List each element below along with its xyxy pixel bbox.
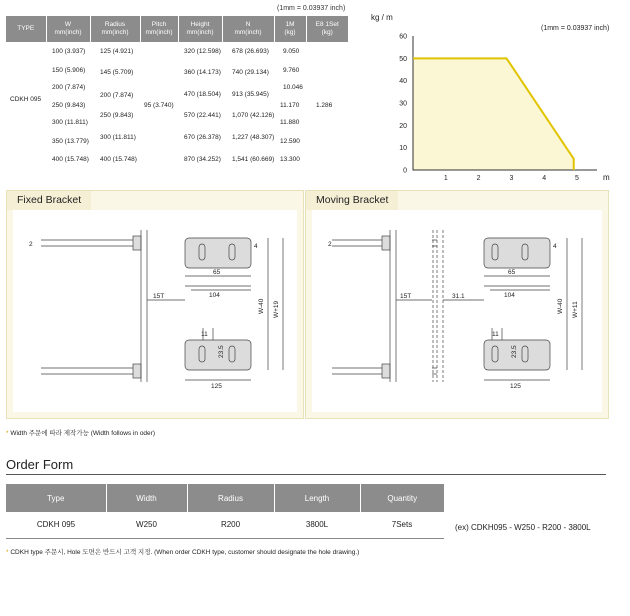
order-header-quantity: Quantity bbox=[360, 484, 444, 512]
spec-unit-note: (1mm = 0.03937 inch) bbox=[277, 5, 346, 12]
kg-cell: 10.046 bbox=[283, 84, 303, 91]
header-height: Height mm(inch) bbox=[178, 16, 222, 42]
order-header-length: Length bbox=[274, 484, 360, 512]
radius-cell: 145 (5.709) bbox=[100, 69, 134, 76]
width-cell: 400 (15.748) bbox=[52, 156, 89, 163]
chart-y-tick: 60 bbox=[399, 33, 407, 41]
order-header-width: Width bbox=[106, 484, 187, 512]
width-cell: 350 (13.779) bbox=[52, 138, 89, 145]
kg-cell: 11.170 bbox=[280, 102, 300, 109]
moving-bracket-drawing-area bbox=[312, 210, 602, 412]
header-n: N mm(inch) bbox=[222, 16, 274, 42]
dim-23-5: 23.5 bbox=[218, 345, 225, 358]
height-cell: 470 (18.504) bbox=[184, 91, 221, 98]
order-header-type: Type bbox=[6, 484, 106, 512]
width-cell: 300 (11.811) bbox=[52, 119, 88, 126]
dim-104: 104 bbox=[504, 292, 515, 299]
height-cell: 320 (12.598) bbox=[184, 48, 221, 55]
width-cell: 100 (3.937) bbox=[52, 48, 86, 55]
moving-bracket-title: Moving Bracket bbox=[306, 191, 398, 210]
fixed-bracket-panel bbox=[6, 190, 304, 419]
order-example: (ex) CDKH095 - W250 - R200 - 3800L bbox=[455, 523, 591, 532]
spec-table bbox=[6, 16, 348, 42]
e8-cell: 1.286 bbox=[316, 102, 333, 109]
radius-cell: 250 (9.843) bbox=[100, 112, 134, 119]
weight-chart bbox=[365, 8, 627, 188]
moving-bracket-drawing bbox=[312, 210, 604, 414]
chart-x-tick: 3 bbox=[509, 175, 514, 182]
dim-w-19: W+19 bbox=[273, 300, 280, 318]
n-cell: 740 (29.134) bbox=[232, 69, 269, 76]
dim-2: 2 bbox=[29, 241, 33, 248]
moving-bracket-panel bbox=[305, 190, 609, 419]
chart-area bbox=[413, 58, 574, 170]
order-radius-cell: R200 bbox=[187, 512, 274, 538]
chart-y-tick: 20 bbox=[399, 122, 407, 130]
width-cell: 150 (5.906) bbox=[52, 67, 86, 74]
order-row bbox=[6, 512, 444, 538]
dim-104: 104 bbox=[209, 292, 220, 299]
radius-cell: 200 (7.874) bbox=[100, 92, 134, 99]
chart-x-tick: 1 bbox=[443, 175, 448, 182]
fixed-bracket-drawing bbox=[13, 210, 299, 414]
order-table bbox=[6, 484, 444, 539]
dim-11: 11 bbox=[492, 331, 499, 338]
chart-unit-note: (1mm = 0.03937 inch) bbox=[541, 25, 610, 32]
order-note: * CDKH type 주문시, Hole 도면은 반드시 고객 지정. (When order CDKH type, customer should designate the hole drawing.) bbox=[6, 549, 360, 556]
height-cell: 670 (26.378) bbox=[184, 134, 221, 141]
order-header-radius: Radius bbox=[187, 484, 274, 512]
height-cell: 870 (34.252) bbox=[184, 156, 221, 163]
dim-11: 11 bbox=[201, 331, 208, 338]
dim-w-40: W-40 bbox=[258, 298, 265, 314]
dim-w-11: W+11 bbox=[572, 301, 579, 318]
header-type: TYPE bbox=[6, 16, 46, 42]
kg-cell: 13.300 bbox=[280, 156, 300, 163]
n-cell: 1,541 (60.669) bbox=[232, 156, 275, 163]
dim-65: 65 bbox=[508, 269, 516, 276]
type-cell: CDKH 095 bbox=[10, 96, 42, 103]
order-header-row bbox=[6, 484, 444, 512]
chart-y-tick: 30 bbox=[399, 100, 407, 108]
dim-125: 125 bbox=[211, 383, 222, 390]
fixed-bracket-title: Fixed Bracket bbox=[7, 191, 91, 210]
fixed-bracket-drawing-area bbox=[13, 210, 297, 412]
n-cell: 913 (35.945) bbox=[232, 91, 269, 98]
dim-2: 2 bbox=[328, 241, 332, 248]
note-star-icon: * bbox=[6, 549, 9, 556]
dim-31-1: 31.1 bbox=[452, 293, 465, 300]
n-cell: 1,227 (48.307) bbox=[232, 134, 275, 141]
chart-y-tick: 0 bbox=[403, 167, 407, 175]
dim-w-40: W-40 bbox=[557, 298, 564, 314]
order-width-cell: W250 bbox=[106, 512, 187, 538]
header-1m: 1M (kg) bbox=[274, 16, 306, 42]
order-form-title: Order Form bbox=[6, 457, 74, 472]
pitch-cell: 95 (3.740) bbox=[144, 102, 174, 109]
height-cell: 360 (14.173) bbox=[184, 69, 221, 76]
n-cell: 678 (26.693) bbox=[232, 48, 269, 55]
radius-cell: 125 (4.921) bbox=[100, 48, 134, 55]
height-cell: 570 (22.441) bbox=[184, 112, 221, 119]
n-cell: 1,070 (42.126) bbox=[232, 112, 275, 119]
width-cell: 200 (7.874) bbox=[52, 84, 86, 91]
kg-cell: 9.760 bbox=[283, 67, 300, 74]
dim-15t: 15T bbox=[153, 293, 165, 300]
chart-ylabel: kg / m bbox=[371, 13, 393, 22]
dim-4: 4 bbox=[553, 243, 557, 250]
dim-4: 4 bbox=[254, 243, 258, 250]
dim-23-5: 23.5 bbox=[511, 345, 518, 358]
chart-y-tick: 50 bbox=[399, 55, 407, 63]
dim-15t: 15T bbox=[400, 293, 412, 300]
chart-x-tick: 5 bbox=[575, 175, 579, 182]
chart-plot-area bbox=[399, 34, 597, 183]
header-pitch: Pitch mm(inch) bbox=[140, 16, 178, 42]
chart-x-tick: 2 bbox=[476, 175, 481, 182]
kg-cell: 12.590 bbox=[280, 138, 300, 145]
dim-65: 65 bbox=[213, 269, 221, 276]
order-length-cell: 3800L bbox=[274, 512, 360, 538]
width-cell: 250 (9.843) bbox=[52, 102, 86, 109]
kg-cell: 9.050 bbox=[283, 48, 300, 55]
radius-cell: 300 (11.811) bbox=[100, 134, 136, 141]
kg-cell: 11.880 bbox=[280, 119, 300, 126]
width-note: * Width 주문에 따라 제작가능 (Width follows in oder) bbox=[6, 430, 155, 437]
note-star-icon: * bbox=[6, 430, 9, 437]
dim-125: 125 bbox=[510, 383, 521, 390]
chart-x-tick: 4 bbox=[542, 175, 547, 182]
order-form-divider bbox=[6, 474, 606, 475]
order-type-cell: CDKH 095 bbox=[6, 512, 106, 538]
header-radius: Radius mm(inch) bbox=[90, 16, 140, 42]
chart-y-tick: 40 bbox=[399, 78, 407, 86]
radius-cell: 400 (15.748) bbox=[100, 156, 137, 163]
chart-y-tick: 10 bbox=[399, 145, 407, 153]
chart-xlabel: m bbox=[603, 173, 610, 182]
spec-header-row bbox=[6, 16, 348, 42]
header-e8: E8 1Set (kg) bbox=[306, 16, 348, 42]
header-width: W mm(inch) bbox=[46, 16, 90, 42]
order-quantity-cell: 7Sets bbox=[360, 512, 444, 538]
